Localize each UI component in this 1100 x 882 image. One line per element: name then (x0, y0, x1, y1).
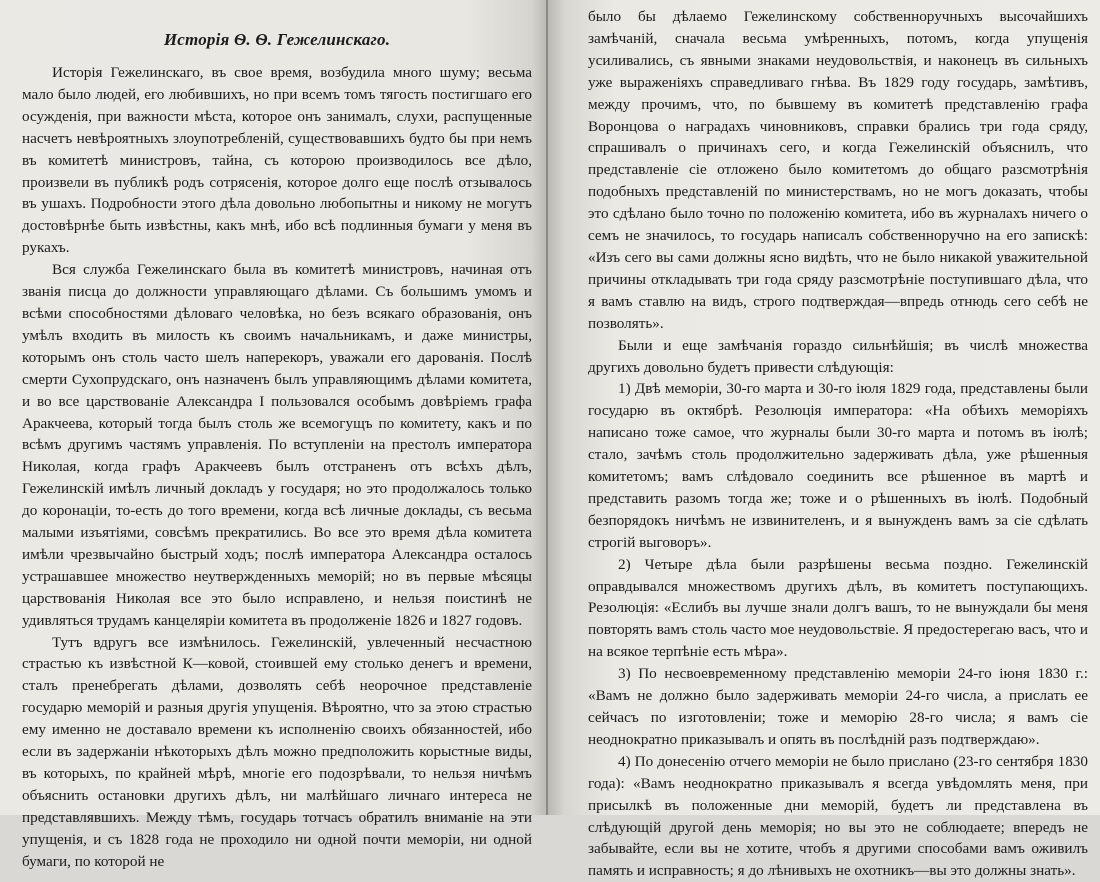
left-page-text (22, 62, 532, 873)
paragraph: Исторія Гежелинскаго, въ свое время, возбудила много шуму; весьма мало было людей, его любившихъ, но при всемъ томъ тягость постигшаго его осужденія, при важности мѣста, которое онъ занималъ, слухи, распущенные насчетъ невѣроятныхъ злоупотребленій, существовавшихъ будто бы при немъ въ комитетѣ министровъ, тайна, съ которою производилось все дѣло, произвели въ публикѣ родъ сотрясенія, которое долго еще послѣ отзывалось въ ушахъ. Подробности этого дѣла довольно любопытны и никому не могутъ достовѣрнѣе быть извѣстны, какъ мнѣ, ибо всѣ подлинныя бумаги у меня въ рукахъ. (22, 64, 532, 257)
paragraph: Вся служба Гежелинскаго была въ комитетѣ министровъ, начиная отъ званія писца до должности управляющаго дѣлами. Съ большимъ умомъ и всѣми способностями дѣловаго человѣка, но безъ всякаго образованія, онъ умѣлъ входить въ милость къ своимъ начальникамъ, и даже министры, которымъ онъ столь часто шелъ наперекоръ, уважали его дарованія. Послѣ смерти Сухопрудскаго, онъ назначенъ былъ управляющимъ дѣлами комитета, и во все царствованіе Александра I пользовался особымъ довѣріемъ графа Аракчеева, который тогда былъ столь же всемогущъ по комитету, какъ и по всѣмъ другимъ частямъ управленія. По вступленіи на престолъ императора Николая, когда графъ Аракчеевъ былъ отстраненъ отъ всѣхъ дѣлъ, Гежелинскій имѣлъ личный докладъ у государя; но это продолжалось только до коронаціи, то-есть до того времени, когда всѣ личные доклады, съ весьма малыми изъятіями, совсѣмъ прекратились. Во все это время дѣла комитета имѣли чрезвычайно быстрый ходъ; послѣ императора Александра осталось устрашавшее множество неутвержденныхъ меморій; но въ первые мѣсяцы царствованія Николая все это было исправлено, и нельзя поистинѣ не удивляться трудамъ канцеляріи комитета въ продолженіе 1826 и 1827 годовъ. (22, 261, 532, 629)
paragraph: было бы дѣлаемо Гежелинскому собственноручныхъ высочайшихъ замѣчаній, сначала весьма умѣренныхъ, потомъ, когда упущенія усиливались, съ явными знаками неудовольствія, и наконецъ въ сильныхъ уже выраженіяхъ справедливаго гнѣва. Въ 1829 году государь, замѣтивъ, между прочимъ, что, по бывшему въ комитетѣ представленію графа Воронцова о наградахъ чиновниковъ, справки брались три года сряду, спрашивалъ о причинахъ сего, и когда Гежелинскій объяснилъ, что представленіе сіе отложено было комитетомъ до общаго разсмотрѣнія подобныхъ представленій по министерствамъ, но не могъ доказать, чтобы это сдѣлано было точно по положенію комитета, ибо въ журналахъ ничего о семъ не значилось, то государь написалъ собственноручно на его запискѣ: «Изъ сего вы сами должны ясно видѣть, что не было никакой уважительной причины откладывать три года сряду разсмотрѣніе поступившаго дѣла, что я вамъ ставлю на видъ, строго подтверждая—впредь отнюдь сего себѣ не позволять». (588, 8, 1088, 332)
paragraph: Были и еще замѣчанія гораздо сильнѣйшія; въ числѣ множества другихъ довольно будетъ привести слѣдующія: (588, 336, 1088, 376)
left-page (0, 0, 548, 870)
right-page-text (588, 6, 1088, 882)
paragraph: 2) Четыре дѣла были разрѣшены весьма поздно. Гежелинскій оправдывался множествомъ другихъ дѣлъ, въ комитетъ поступающихъ. Резолюція: «Еслибъ вы лучше знали долгъ вашъ, то не вынуждали бы меня повторять вамъ столь часто мое неудовольствіе. Я предостерегаю васъ, что и на всякое терпѣніе есть мѣра». (588, 555, 1088, 661)
paragraph: 3) По несвоевременному представленію меморіи 24-го іюня 1830 г.: «Вамъ не должно было задерживать меморіи 24-го числа, а прислать ее сейчасъ по изготовленіи; тоже и меморію 28-го числа; я вамъ сіе неоднократно приказывалъ и опять въ послѣдній разъ подтверждаю». (588, 665, 1088, 748)
chapter-title: Исторія Ѳ. Ѳ. Гежелинскаго. (163, 30, 391, 49)
paragraph: 4) По донесенію отчего меморіи не было прислано (23-го сентября 1830 года): «Вамъ неоднократно приказывалъ я всегда увѣдомлять меня, при присылкѣ въ положенные дни меморій, будетъ ли представлена въ слѣдующій другой день меморія; но вы это не соблюдаете; впередъ не забывайте, если вы не хотите, чтобъ я другими способами вамъ оживилъ память и исправность; я до лѣнивыхъ не охотникъ—вы это должны знать». (588, 752, 1088, 880)
right-page (548, 0, 1100, 880)
paragraph: Тутъ вдругъ все измѣнилось. Гежелинскій, увлеченный несчастною страстью къ извѣстной К—ковой, стоившей ему столько денегъ и времени, сталъ пренебрегать дѣлами, дозволять себѣ неорочное представленіе государю меморій и разныя другія упущенія. Вѣроятно, что за этою страстью ему именно не доставало времени къ исполненію своихъ обязанностей, ибо если въ задержаніи нѣкоторыхъ дѣлъ можно предположить корыстные виды, въ которыхъ, по крайней мѣрѣ, многіе его подозрѣвали, то нельзя ничѣмъ объяснить остановки другихъ дѣлъ, ни малѣйшаго личнаго интереса не представлявшихъ. Между тѣмъ, государь тотчасъ обратилъ вниманіе на эти упущенія, и съ 1828 года не проходило ни одной почти меморіи, ни одной бумаги, по которой не (22, 633, 532, 870)
paragraph: 1) Двѣ меморіи, 30-го марта и 30-го іюля 1829 года, представлены были государю въ октябрѣ. Резолюція императора: «На обѣихъ меморіяхъ написано тоже самое, что журналы были 30-го марта и потомъ въ іюлѣ; стало, зачѣмъ столь продолжительно задерживать дѣла, уже рѣшенныя комитетомъ; вамъ слѣдовало соединить все рѣшенное въ мартѣ и представить разомъ тогда же; тоже и о рѣшенныхъ въ іюлѣ. Подобный безпорядокъ ничѣмъ не извинителенъ, и я вынужденъ вамъ за сіе сдѣлать строгій выговоръ». (588, 380, 1088, 551)
